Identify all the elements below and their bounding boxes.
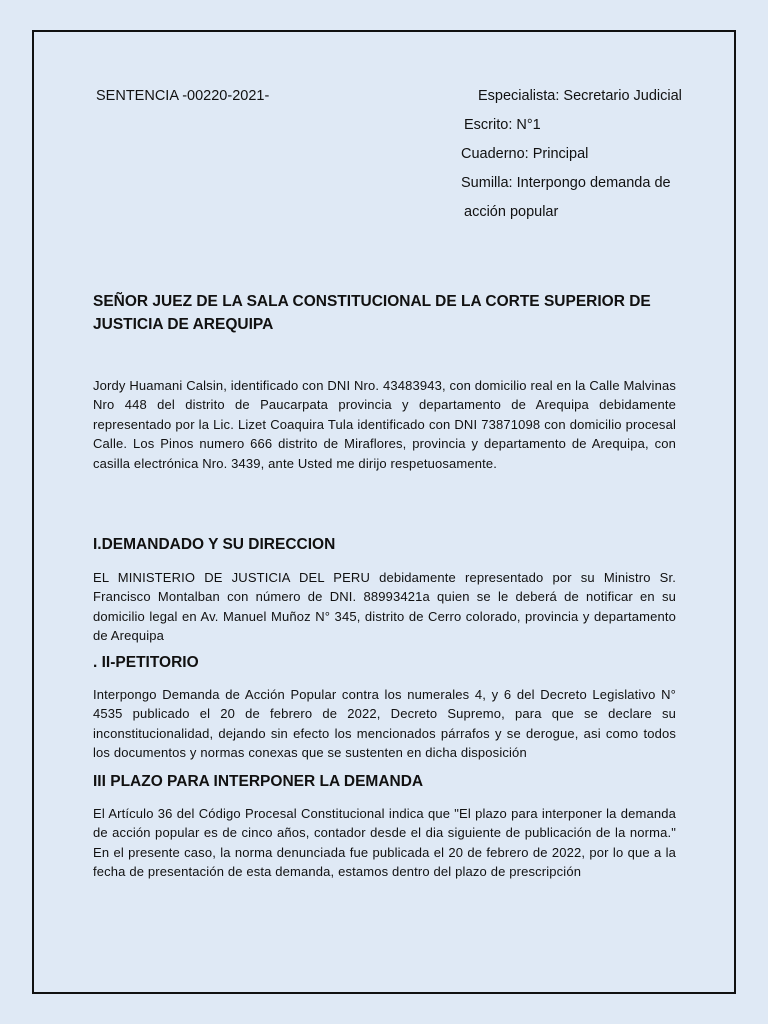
intro-paragraph: Jordy Huamani Calsin, identificado con DNI Nro. 43483943, con domicilio real en la Calle Malvinas Nro 448 del distrito de Paucarpata provincia y departamento de Arequipa debidamente representado por la Lic. Lizet Coaquira Tula identificado con DNI 73871098 con domicilio procesal Calle. Los Pinos numero 666 distrito de Miraflores, provincia y departamento de Arequipa, con casilla electrónica Nro. 3439, ante Usted me dirijo respetuosamente. [93, 378, 676, 471]
summary-line-2: acción popular [464, 204, 559, 220]
case-number: SENTENCIA -00220-2021- [96, 88, 270, 104]
section-body-demandado: EL MINISTERIO DE JUSTICIA DEL PERU debidamente representado por su Ministro Sr. Francisco Montalban con número de DNI. 88993421a quien se le deberá de notificar en su domicilio legal en Av. Manuel Muñoz N° 345, distrito de Cerro colorado, provincia y departamento de Arequipa [93, 570, 676, 644]
section-heading-plazo: III PLAZO PARA INTERPONER LA DEMANDA [93, 773, 424, 790]
section-body-petitorio: Interpongo Demanda de Acción Popular contra los numerales 4, y 6 del Decreto Legislativo N° 4535 publicado el 20 de febrero de 2022, Decreto Supremo, para que se declare su inconstitucionalidad, dejando sin efecto los mencionados párrafos y se derogue, asi como todos los documentos y normas conexas que se sustenten en dicha disposición [93, 687, 676, 761]
summary-line-1: Sumilla: Interpongo demanda de [461, 175, 671, 191]
section-heading-petitorio: . II-PETITORIO [93, 654, 199, 671]
section-body-plazo: El Artículo 36 del Código Procesal Constitucional indica que "El plazo para interponer la demanda de acción popular es de cinco años, contador desde el dia siguiente de publicación de la norma." En el presente caso, la norma denunciada fue publicada el 20 de febrero de 2022, por lo que a la fecha de presentación de esta demanda, estamos dentro del plazo de prescripción [93, 806, 676, 880]
section-heading-demandado: I.DEMANDADO Y SU DIRECCION [93, 536, 336, 553]
notebook-label: Cuaderno: Principal [461, 146, 589, 162]
addressee-heading: SEÑOR JUEZ DE LA SALA CONSTITUCIONAL DE LA CORTE SUPERIOR DE JUSTICIA DE AREQUIPA [93, 293, 651, 333]
specialist-label: Especialista: Secretario Judicial [478, 88, 682, 104]
writ-number: Escrito: N°1 [464, 117, 541, 133]
